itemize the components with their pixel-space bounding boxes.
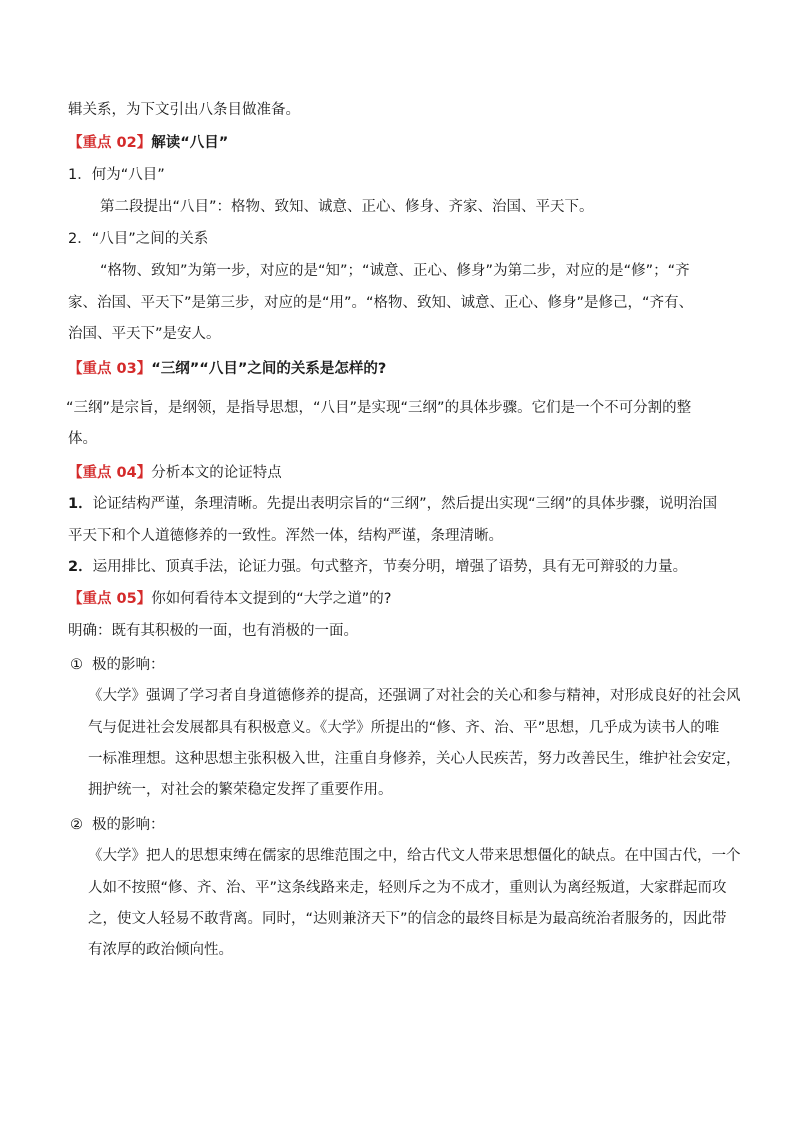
point-number: 1． xyxy=(68,496,93,512)
subheading-text: “八目”之间的关系 xyxy=(91,231,209,247)
section-heading-03 xyxy=(68,359,738,379)
paragraph-line: 治国、平天下”是安人。 xyxy=(68,326,221,342)
point-1 xyxy=(68,494,738,514)
heading-tag: 【重点 02】 xyxy=(68,135,152,151)
subheading-2 xyxy=(68,229,738,249)
subheading-1 xyxy=(68,165,738,185)
paragraph-line: 拥护统一，对社会的繁荣稳定发挥了重要作用。 xyxy=(88,782,393,798)
paragraph-line: “三纲”是宗旨，是纲领，是指导思想，“八目”是实现“三纲”的具体步骤。它们是一个不可分割的整 xyxy=(66,400,692,416)
point-2 xyxy=(68,557,738,577)
point-number: 2． xyxy=(68,559,93,575)
circle-number: ① xyxy=(70,657,83,673)
paragraph-line: 一标准理想。这种思想主张积极入世，注重自身修养，关心人民疾苦，努力改善民生，维护社会安定， xyxy=(88,751,741,767)
paragraph-line: 明确：既有其积极的一面，也有消极的一面。 xyxy=(68,623,358,639)
circle-item-text: 极的影响： xyxy=(92,817,165,833)
section-heading-04 xyxy=(68,463,738,483)
circle-item-2 xyxy=(70,815,740,835)
paragraph-line: 运用排比、顶真手法，论证力强。句式整齐，节奏分明，增强了语势，具有无可辩驳的力量。 xyxy=(92,559,688,575)
paragraph-line: 有浓厚的政治倾向性。 xyxy=(88,942,233,958)
paragraph-line: 平天下和个人道德修养的一致性。浑然一体，结构严谨，条理清晰。 xyxy=(68,528,503,544)
paragraph-line: 气与促进社会发展都具有积极意义。《大学》所提出的“修、齐、治、平”思想，几乎成为读书人的唯 xyxy=(88,720,720,736)
subheading-number: 1． xyxy=(68,167,92,183)
circle-item-1 xyxy=(70,655,740,675)
paragraph-line: 人如不按照“修、齐、治、平”这条线路来走，轻则斥之为不成才，重则认为离经叛道，大家群起而攻 xyxy=(88,880,727,896)
paragraph-line: 之，使文人轻易不敢背离。同时，“达则兼济天下”的信念的最终目标是为最高统治者服务的，因此带 xyxy=(88,911,727,927)
heading-text: 分析本文的论证特点 xyxy=(151,465,282,481)
section-heading-05 xyxy=(68,589,738,609)
paragraph-line: 辑关系，为下文引出八条目做准备。 xyxy=(68,102,300,118)
subheading-text: 何为“八目” xyxy=(91,167,165,183)
paragraph-line: 第二段提出“八目”：格物、致知、诚意、正心、修身、齐家、治国、平天下。 xyxy=(100,199,594,215)
paragraph-line: 家、治国、平天下”是第三步，对应的是“用”。“格物、致知、诚意、正心、修身”是修己，“齐有、 xyxy=(68,295,694,311)
paragraph-line: 《大学》把人的思想束缚在儒家的思维范围之中，给古代文人带来思想僵化的缺点。在中国古代，一个 xyxy=(88,848,741,864)
heading-tag: 【重点 05】 xyxy=(68,591,152,607)
paragraph-line: 《大学》强调了学习者自身道德修养的提高，还强调了对社会的关心和参与精神，对形成良好的社会风 xyxy=(88,688,741,704)
section-heading-02 xyxy=(68,133,738,153)
heading-text: “三纲”“八目”之间的关系是怎样的? xyxy=(151,361,387,377)
heading-tag: 【重点 03】 xyxy=(68,361,152,377)
circle-item-text: 极的影响： xyxy=(92,657,165,673)
paragraph-line: “格物、致知”为第一步，对应的是“知”；“诚意、正心、修身”为第二步，对应的是“修”；“齐 xyxy=(100,263,690,279)
heading-tag: 【重点 04】 xyxy=(68,465,152,481)
circle-number: ② xyxy=(70,817,83,833)
paragraph-line: 论证结构严谨，条理清晰。先提出表明宗旨的“三纲”，然后提出实现“三纲”的具体步骤，说明治国 xyxy=(92,496,718,512)
heading-text: 你如何看待本文提到的“大学之道”的? xyxy=(151,591,392,607)
paragraph-line: 体。 xyxy=(68,431,97,447)
subheading-number: 2． xyxy=(68,231,92,247)
heading-text: 解读“八目” xyxy=(151,135,229,151)
